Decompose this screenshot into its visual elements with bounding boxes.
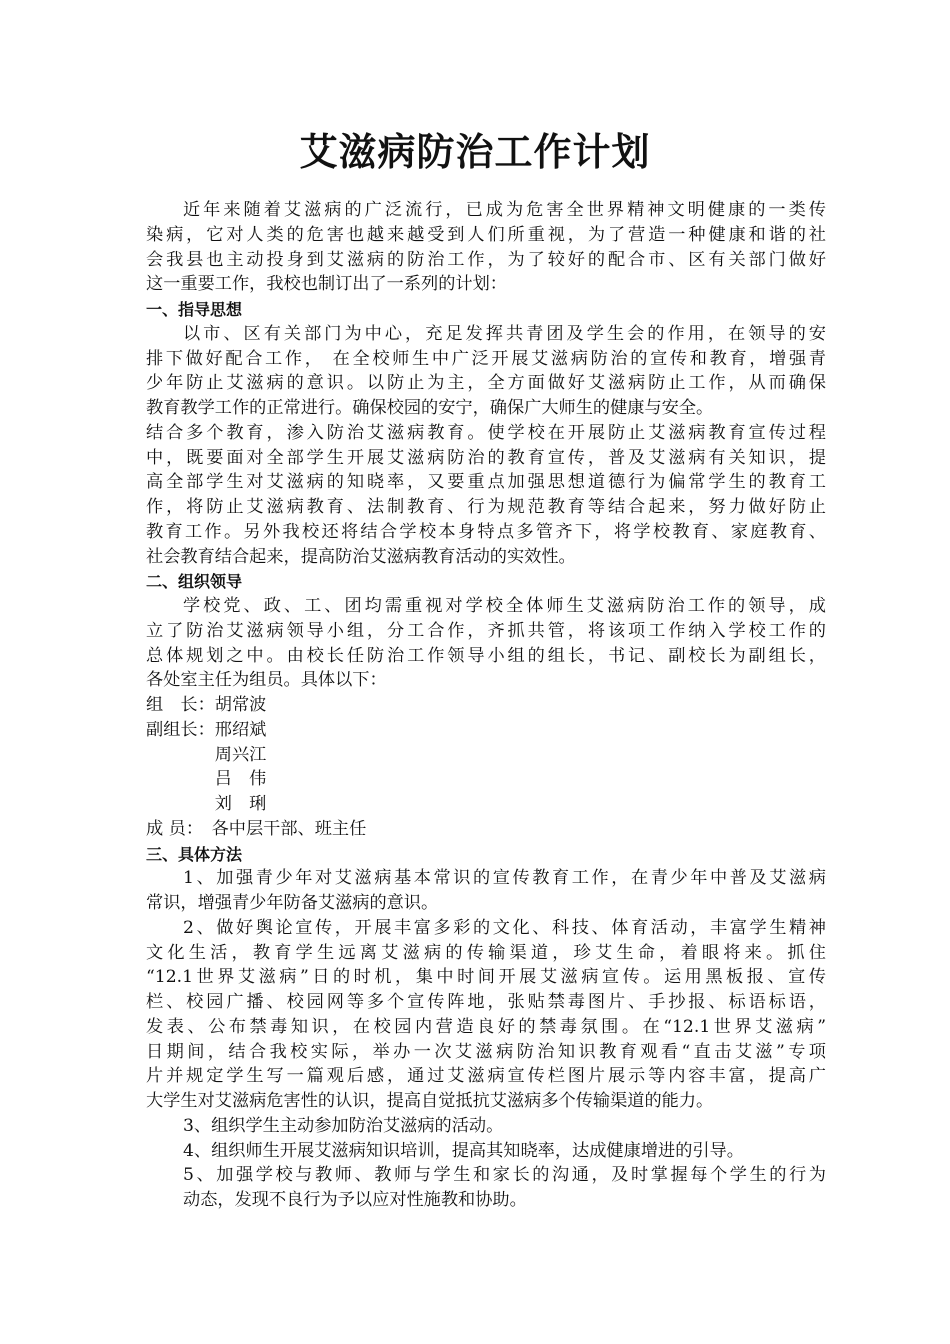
text-line: 以市、区有关部门为中心，充足发挥共青团及学生会的作用，在领导的安 [183, 323, 826, 344]
text-line: 2、做好舆论宣传，开展丰富多彩的文化、科技、体育活动，丰富学生精神 [183, 917, 826, 938]
text-line: 成 员： 各中层干部、班主任 [146, 818, 367, 839]
text-line: 4、组织师生开展艾滋病知识培训，提高其知晓率，达成健康增进的引导。 [183, 1140, 744, 1161]
text-line: 各处室主任为组员。具体以下： [146, 670, 387, 691]
text-line: 作，将防止艾滋病教育、法制教育、行为规范教育等结合起来，努力做好防止 [146, 497, 826, 517]
text-line: 动态，发现不良行为予以应对性施教和协助。 [183, 1190, 527, 1210]
text-line: 结合多个教育，渗入防治艾滋病教育。使学校在开展防止艾滋病教育宣传过程 [146, 422, 826, 443]
section-heading: 三、具体方法 [146, 844, 243, 864]
text-line: 片并规定学生写一篇观后感，通过艾滋病宣传栏图片展示等内容丰富，提高广 [146, 1066, 826, 1087]
text-line: 发表、公布禁毒知识，在校园内营造良好的禁毒氛围。在“12.1世界艾滋病” [146, 1016, 826, 1037]
text-line: 教育教学工作的正常进行。确保校园的安宁，确保广大师生的健康与安全。 [146, 398, 714, 418]
text-line: 学校党、政、工、团均需重视对学校全体师生艾滋病防治工作的领导，成 [183, 596, 826, 616]
text-line: 文化生活，教育学生远离艾滋病的传输渠道，珍艾生命，着眼将来。抓住 [146, 942, 826, 963]
text-line: 染病，它对人类的危害也越来越受到人们所重视，为了营造一种健康和谐的社 [146, 224, 826, 245]
text-line: 立了防治艾滋病领导小组，分工合作，齐抓共管，将该项工作纳入学校工作的 [146, 620, 826, 641]
text-line: 会我县也主动投身到艾滋病的防治工作，为了较好的配合市、区有关部门做好 [146, 249, 826, 270]
text-line: 大学生对艾滋病危害性的认识，提高自觉抵抗艾滋病多个传输渠道的能力。 [146, 1091, 714, 1111]
text-line: 吕 伟 [146, 769, 267, 790]
text-line: 栏、校园广播、校园网等多个宣传阵地，张贴禁毒图片、手抄报、标语标语， [146, 992, 826, 1012]
text-line: 副组长：邢绍斌 [146, 719, 267, 740]
text-line: 社会教育结合起来，提高防治艾滋病教育活动的实效性。 [146, 546, 576, 567]
document-title: 艾滋病防治工作计划 [299, 130, 651, 174]
section-heading: 一、指导思想 [146, 300, 243, 319]
text-line: 常识，增强青少年防备艾滋病的意识。 [146, 893, 439, 913]
text-line: 这一重要工作，我校也制订出了一系列的计划： [146, 274, 507, 295]
text-line: 中，既要面对全部学生开展艾滋病防治的教育宣传，普及艾滋病有关知识，提 [146, 447, 826, 468]
text-line: 日期间，结合我校实际，举办一次艾滋病防治知识教育观看“直击艾滋”专项 [146, 1041, 826, 1062]
text-line: 教育工作。另外我校还将结合学校本身特点多管齐下，将学校教育、家庭教育、 [146, 521, 826, 542]
text-line: 少年防止艾滋病的意识。以防止为主，全方面做好艾滋病防止工作，从而确保 [146, 373, 826, 394]
text-line: 刘 琍 [146, 794, 267, 814]
text-line: 周兴江 [146, 744, 267, 765]
text-line: 组 长：胡常波 [146, 695, 267, 715]
text-line: 高全部学生对艾滋病的知晓率，又要重点加强思想道德行为偏常学生的教育工 [146, 472, 826, 493]
text-line: 排下做好配合工作， 在全校师生中广泛开展艾滋病防治的宣传和教育，增强青 [146, 348, 826, 369]
text-line: 总体规划之中。由校长任防治工作领导小组的组长，书记、副校长为副组长， [146, 645, 826, 666]
text-line: 5、加强学校与教师、教师与学生和家长的沟通，及时掌握每个学生的行为 [183, 1165, 826, 1186]
text-line: “12.1世界艾滋病”日的时机，集中时间开展艾滋病宣传。运用黑板报、宣传 [146, 967, 826, 988]
section-heading: 二、组织领导 [146, 572, 243, 592]
text-line: 近年来随着艾滋病的广泛流行，已成为危害全世界精神文明健康的一类传 [183, 200, 826, 220]
text-line: 3、组织学生主动参加防治艾滋病的活动。 [183, 1115, 504, 1136]
text-line: 1、加强青少年对艾滋病基本常识的宣传教育工作，在青少年中普及艾滋病 [183, 868, 826, 889]
